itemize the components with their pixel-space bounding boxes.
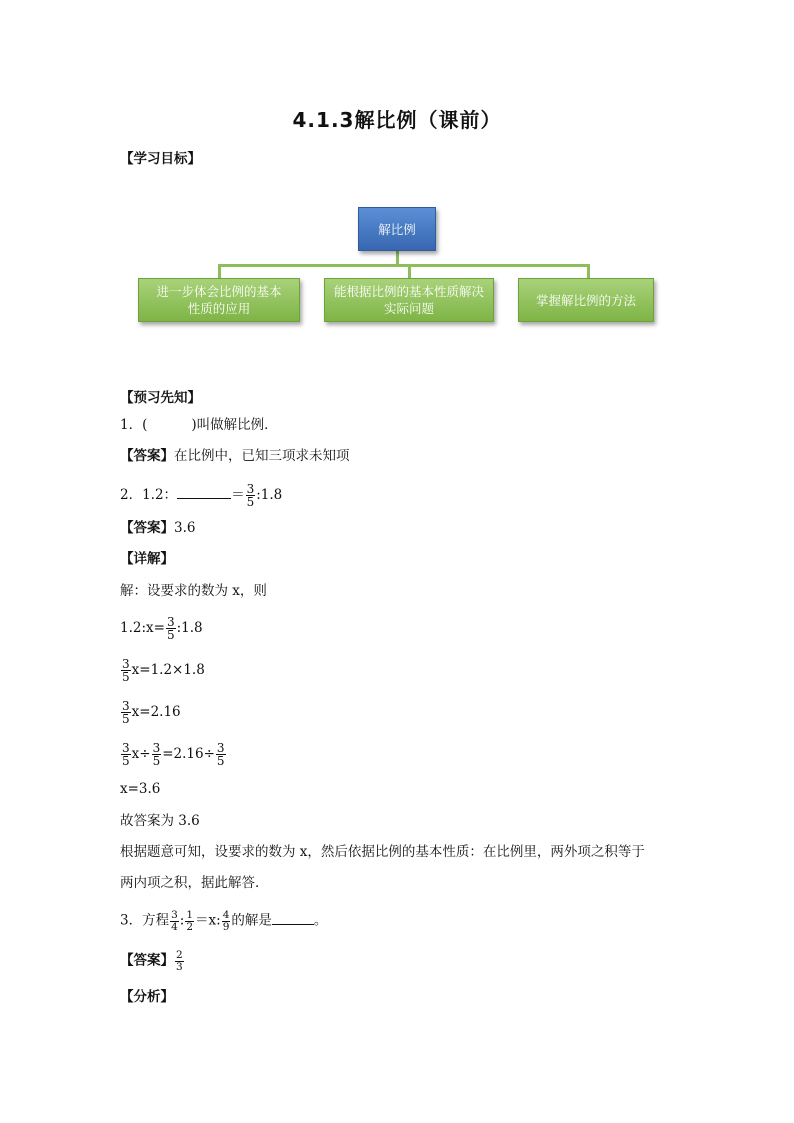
sol3-frac-den: 5 [122, 712, 130, 726]
sol4-fraction-b [152, 742, 162, 767]
sol3-frac-num: 3 [122, 699, 130, 713]
q2-eq: ＝ [231, 487, 245, 503]
q3-fraction-3 [222, 910, 231, 932]
q1-prefix: 1．( [120, 417, 148, 433]
q3-suffix: 的解是 [231, 912, 272, 929]
ans3-den: 3 [176, 960, 183, 973]
answer-2 [120, 519, 195, 537]
sol1-frac-den: 5 [166, 628, 175, 642]
sol2-fraction [121, 658, 131, 683]
q3-fraction-1 [170, 910, 179, 932]
solution-intro: 解：设要求的数为 x，则 [120, 583, 267, 599]
q2-prefix: 2．1.2： [120, 487, 178, 503]
question-2 [120, 483, 282, 508]
sol4-eq: =2.16÷ [162, 746, 215, 762]
sol1-frac-num: 3 [166, 615, 175, 629]
sol1-post: :1.8 [176, 620, 203, 636]
sol2-frac-num: 3 [122, 657, 130, 671]
q3-f2-num: 1 [186, 909, 194, 921]
sol4c-frac-num: 3 [216, 741, 225, 755]
q3-colon: : [179, 912, 185, 929]
solution-line-2 [120, 658, 205, 683]
diagram-node-2: 能根据比例的基本性质解决实际问题 [324, 278, 494, 322]
q3-f2-den: 2 [186, 920, 194, 933]
sol4b-frac-den: 5 [152, 754, 161, 768]
q2-frac-num: 3 [246, 482, 255, 496]
sol4b-frac-num: 3 [152, 741, 161, 755]
page-title: 4.1.3解比例（课前） [292, 108, 502, 132]
sol4a-frac-den: 5 [122, 754, 130, 768]
answer-label: 【答案】 [120, 520, 174, 536]
ans3-num: 2 [176, 949, 183, 961]
answer-1-text: 在比例中，已知三项求未知项 [174, 448, 350, 464]
q3-end: 。 [313, 912, 328, 929]
q3-blank [272, 924, 314, 925]
q3-f1-den: 4 [171, 920, 178, 933]
answer-2-text: 3.6 [174, 520, 196, 536]
connector-left [218, 264, 221, 279]
sol1-fraction [166, 616, 176, 641]
sol4-fraction-a [121, 742, 131, 767]
sol4a-frac-num: 3 [122, 741, 130, 755]
q2-suffix: :1.8 [256, 487, 283, 503]
answer-3 [120, 950, 185, 972]
solution-line-5: x=3.6 [120, 781, 161, 797]
answer-label: 【答案】 [120, 448, 174, 464]
solution-line-1 [120, 616, 203, 641]
answer-1 [120, 447, 350, 465]
connector-right [587, 264, 590, 279]
sol3-fraction [121, 700, 131, 725]
connector-horizontal [218, 264, 590, 267]
q3-prefix: 3．方程 [120, 912, 170, 929]
solution-conclusion: 故答案为 3.6 [120, 813, 200, 829]
q3-f3-num: 4 [222, 909, 230, 921]
solution-explain-2: 两内项之积，据此解答． [120, 875, 269, 891]
solution-explain-1: 根据题意可知，设要求的数为 x，然后依据比例的基本性质：在比例里，两外项之积等于 [120, 844, 645, 860]
q1-suffix: )叫做解比例． [191, 417, 278, 433]
q2-blank [177, 498, 231, 499]
diagram-root-node: 解比例 [358, 207, 436, 251]
question-3 [120, 910, 327, 932]
sol2-frac-den: 5 [122, 670, 130, 684]
connector-root [396, 251, 399, 265]
connector-middle [408, 264, 411, 279]
q3-f1-num: 3 [171, 909, 178, 921]
section-detail: 【详解】 [120, 551, 174, 567]
diagram-node-3: 掌握解比例的方法 [518, 278, 654, 322]
section-analysis: 【分析】 [120, 989, 174, 1005]
q2-frac-den: 5 [246, 495, 255, 509]
answer-label: 【答案】 [120, 952, 174, 969]
sol3-post: x=2.16 [131, 704, 181, 720]
sol4-mid: x÷ [131, 746, 151, 762]
section-preview: 【预习先知】 [120, 390, 201, 406]
q3-fraction-2 [185, 910, 194, 932]
diagram-node-1: 进一步体会比例的基本性质的应用 [138, 278, 300, 322]
solution-line-4 [120, 742, 227, 767]
q3-f3-den: 9 [222, 920, 230, 933]
question-1 [120, 416, 278, 434]
q3-eq: ＝x: [195, 912, 221, 929]
section-goals: 【学习目标】 [120, 151, 201, 167]
sol1-pre: 1.2:x= [120, 620, 165, 636]
q2-fraction [246, 483, 256, 508]
sol2-post: x=1.2×1.8 [131, 662, 205, 678]
sol4-fraction-c [216, 742, 226, 767]
sol4c-frac-den: 5 [216, 754, 225, 768]
answer-3-fraction [175, 950, 184, 972]
solution-line-3 [120, 700, 181, 725]
